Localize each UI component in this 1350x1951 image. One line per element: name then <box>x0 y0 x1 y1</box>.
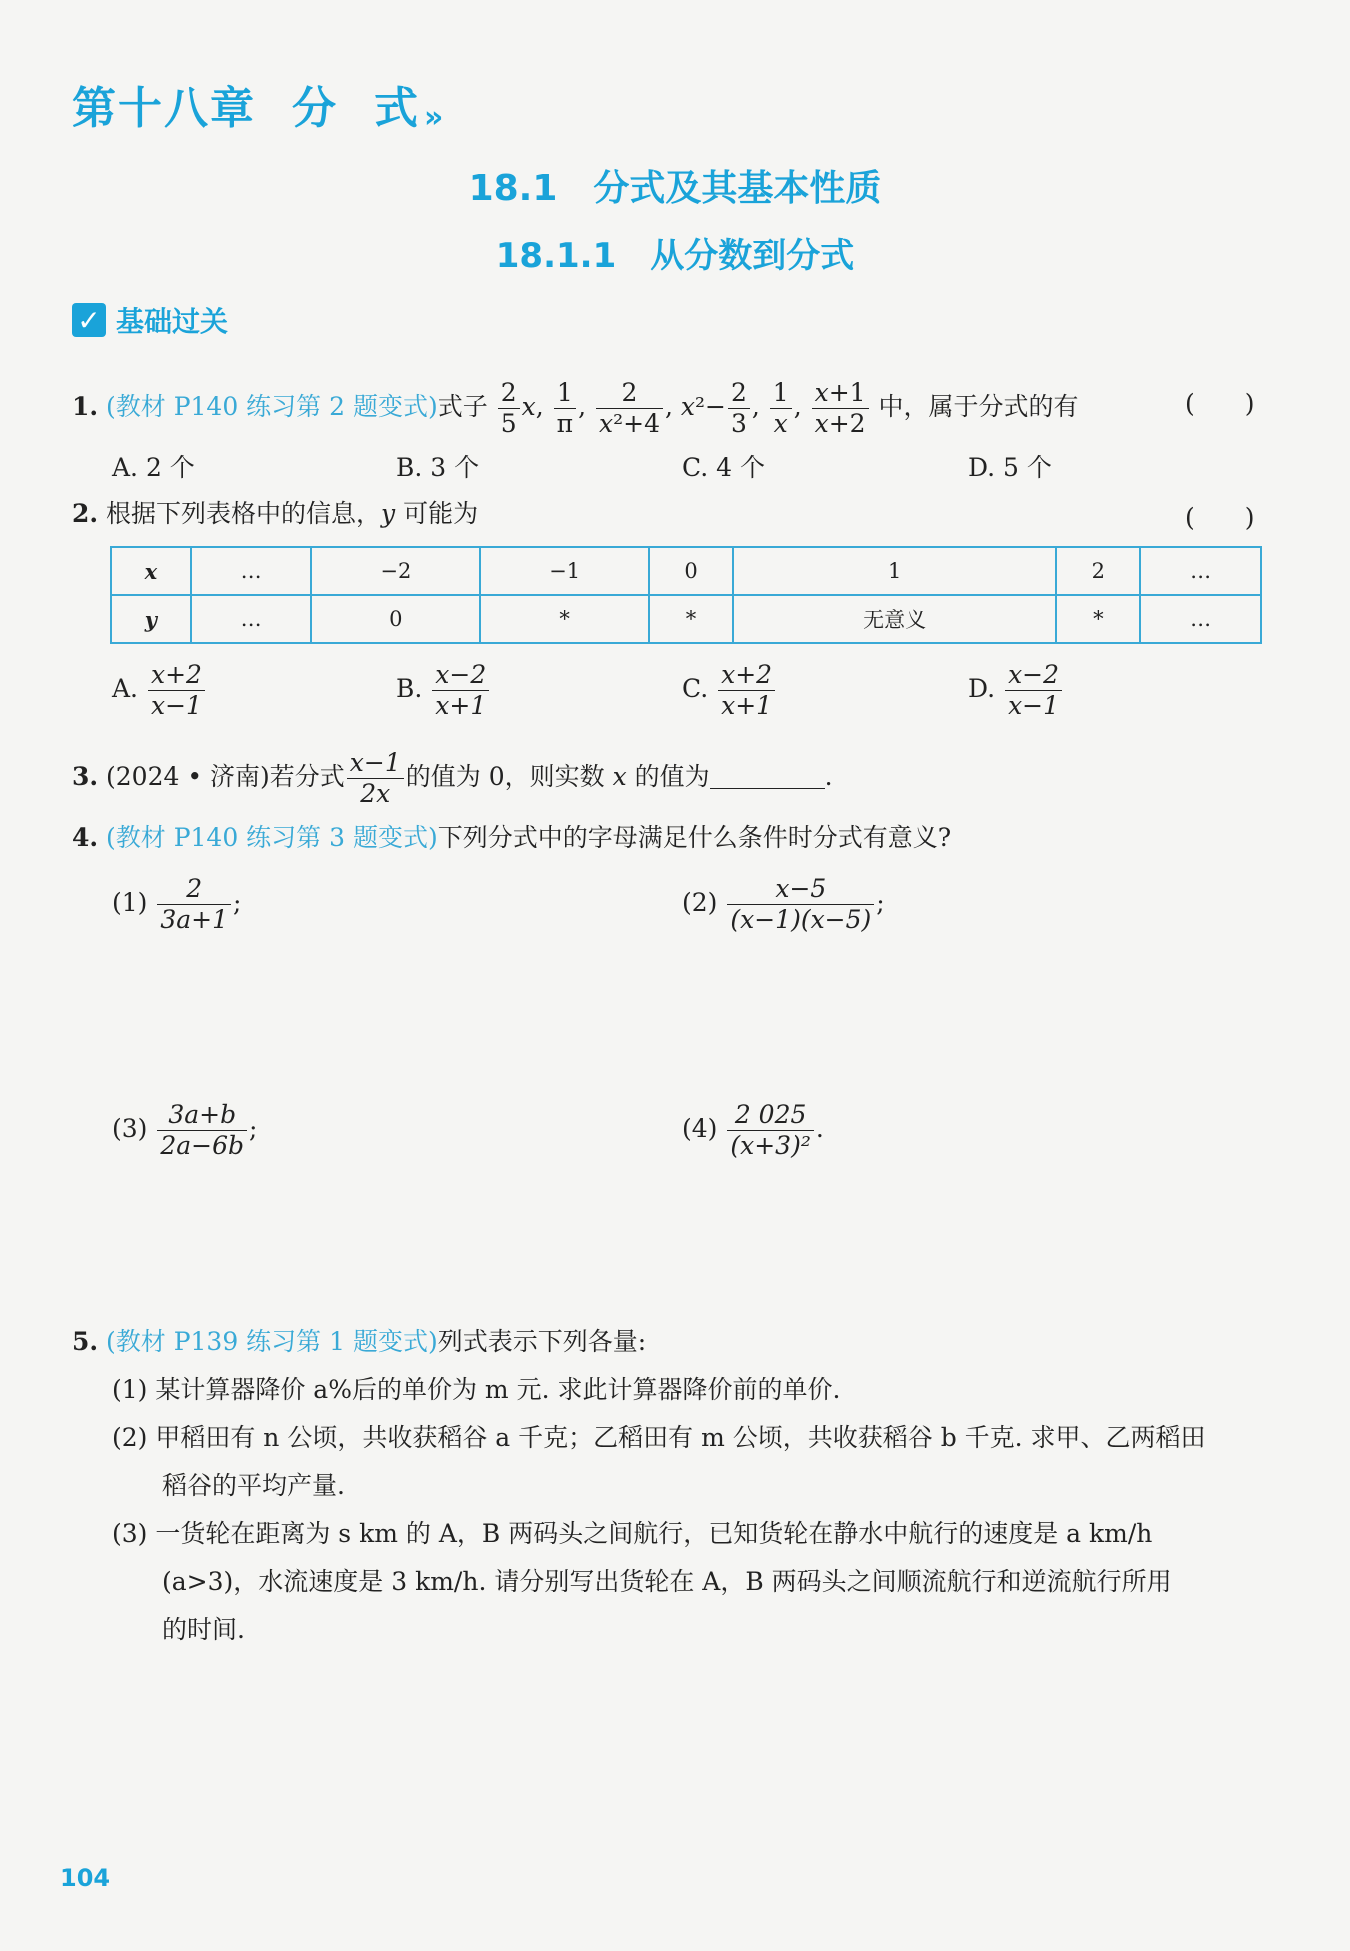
subsection-title: 18.1.1 从分数到分式 <box>495 236 855 276</box>
table-cell: −1 <box>480 547 649 595</box>
item-end: ; <box>249 1114 258 1143</box>
numerator: x+2 <box>718 660 775 691</box>
item-end: . <box>815 1114 824 1143</box>
numerator: 2 025 <box>727 1100 813 1131</box>
question-number: 4. <box>72 823 99 852</box>
chapter-title <box>72 72 445 136</box>
table-cell: 2 <box>1056 547 1140 595</box>
table-cell: −2 <box>311 547 480 595</box>
question-3 <box>72 748 833 809</box>
chevron-right-icon: » <box>424 100 446 135</box>
table-cell: … <box>191 547 312 595</box>
question-source: (教材 P140 练习第 2 题变式) <box>106 392 438 421</box>
question-text-2: 可能为 <box>395 499 479 528</box>
option-label: C. <box>682 674 709 703</box>
question-text: 下列分式中的字母满足什么条件时分式有意义? <box>437 823 952 852</box>
table-cell: 0 <box>311 595 480 643</box>
question-1 <box>72 378 1079 439</box>
question-number: 3. <box>72 762 99 791</box>
question-4 <box>72 820 951 856</box>
option-label: B. <box>396 674 423 703</box>
chapter-name-2: 式 <box>374 83 420 134</box>
q2-option-d <box>968 660 1064 721</box>
q2-option-b <box>396 660 491 721</box>
numerator: 2 <box>157 874 231 905</box>
denominator: 2x <box>360 779 391 808</box>
question-number: 5. <box>72 1327 99 1356</box>
table-cell: * <box>480 595 649 643</box>
item-label: (3) <box>112 1114 148 1143</box>
denominator: 2a−6b <box>160 1131 245 1160</box>
table-cell: y <box>111 595 191 643</box>
table-cell: * <box>649 595 733 643</box>
q1-option-b: B. 3 个 <box>396 453 480 482</box>
q5-line-5: (a>3)，水流速度是 3 km/h. 请分别写出货轮在 A，B 两码头之间顺流航行和逆流航行所用 <box>162 1567 1172 1596</box>
denominator: 3a+1 <box>160 905 229 934</box>
question-text-3: 的值为 <box>626 762 710 791</box>
answer-blank[interactable] <box>710 762 825 789</box>
q5-line-1: (1) 某计算器降价 a%后的单价为 m 元. 求此计算器降价前的单价. <box>112 1375 841 1404</box>
table-cell: 0 <box>649 547 733 595</box>
numerator: x−5 <box>727 874 874 905</box>
table-cell: x <box>111 547 191 595</box>
math-expressions: $\frac{2}{5}$ x, $\frac{1}{\pi}$ , $\frac{2}{\text{x²+4}}$ , x²− $\frac{2}{3}$ , $\frac{1}{x}$ , $\frac{x+1}{x+2}$ <box>496 392 879 421</box>
page-number: 104 <box>60 1864 111 1892</box>
numerator: x−2 <box>1005 660 1062 691</box>
numerator: 3a+b <box>157 1100 247 1131</box>
table-cell: … <box>1140 595 1261 643</box>
item-label: (2) <box>682 888 718 917</box>
question-source: (教材 P140 练习第 3 题变式) <box>106 823 438 852</box>
question-source: (教材 P139 练习第 1 题变式) <box>106 1327 438 1356</box>
numerator: x−1 <box>347 748 404 779</box>
badge-label: 基础过关 <box>116 305 229 338</box>
q1-option-d: D. 5 个 <box>968 453 1052 482</box>
question-text: 若分式 <box>269 762 345 791</box>
denominator: x+1 <box>435 691 487 720</box>
question-var: x <box>612 762 627 791</box>
option-label: A. <box>112 674 139 703</box>
q4-item-2 <box>682 874 885 935</box>
chapter-number: 第十八章 <box>72 83 256 134</box>
table-cell: 无意义 <box>733 595 1056 643</box>
section-title: 18.1 分式及其基本性质 <box>468 168 882 209</box>
q5-line-4: (3) 一货轮在距离为 s km 的 A，B 两码头之间航行，已知货轮在静水中航行的速度是 a km/h <box>112 1519 1153 1548</box>
denominator: (x+3)² <box>730 1131 811 1160</box>
q5-line-2: (2) 甲稻田有 n 公顷，共收获稻谷 a 千克；乙稻田有 m 公顷，共收获稻谷 b 千克. 求甲、乙两稻田 <box>112 1423 1206 1452</box>
denominator: x−1 <box>150 691 202 720</box>
question-number: 2. <box>72 499 99 528</box>
answer-paren-2: ( ) <box>1185 503 1255 532</box>
answer-paren-1: ( ) <box>1185 389 1255 418</box>
q4-item-4 <box>682 1100 824 1161</box>
numerator: x+2 <box>148 660 205 691</box>
item-end: ; <box>876 888 885 917</box>
denominator: x+1 <box>721 691 773 720</box>
question-lead: 式子 <box>437 392 488 421</box>
question-text-2: 的值为 0，则实数 <box>405 762 613 791</box>
denominator: x−1 <box>1008 691 1060 720</box>
item-label: (1) <box>112 888 148 917</box>
chapter-name-1: 分 <box>292 83 338 134</box>
item-end: ; <box>233 888 242 917</box>
question-end: . <box>824 762 833 791</box>
q1-option-a: A. 2 个 <box>112 453 195 482</box>
q5-line-3: 稻谷的平均产量. <box>162 1471 345 1500</box>
table-cell: 1 <box>733 547 1056 595</box>
question-source: (2024 • 济南) <box>106 762 270 791</box>
question-text: 根据下列表格中的信息， <box>106 499 382 528</box>
question-var: y <box>381 499 396 528</box>
table-cell: … <box>191 595 312 643</box>
question-2 <box>72 496 478 532</box>
table-cell: * <box>1056 595 1140 643</box>
option-label: D. <box>968 674 996 703</box>
table-cell: … <box>1140 547 1261 595</box>
question-number: 1. <box>72 392 99 421</box>
q1-option-c: C. 4 个 <box>682 453 765 482</box>
question-5 <box>72 1324 646 1360</box>
checkbox-icon: ✓ <box>72 303 106 337</box>
q2-option-c <box>682 660 777 721</box>
question-text: 列式表示下列各量: <box>437 1327 647 1356</box>
table-row-y <box>111 595 1261 643</box>
q2-option-a <box>112 660 207 721</box>
q4-item-3 <box>112 1100 257 1161</box>
table-row-x <box>111 547 1261 595</box>
denominator: (x−1)(x−5) <box>730 905 872 934</box>
basic-badge <box>72 300 228 340</box>
q5-line-6: 的时间. <box>162 1615 245 1644</box>
question-tail: 中，属于分式的有 <box>878 392 1079 421</box>
item-label: (4) <box>682 1114 718 1143</box>
value-table <box>110 546 1262 644</box>
q4-item-1 <box>112 874 241 935</box>
numerator: x−2 <box>432 660 489 691</box>
